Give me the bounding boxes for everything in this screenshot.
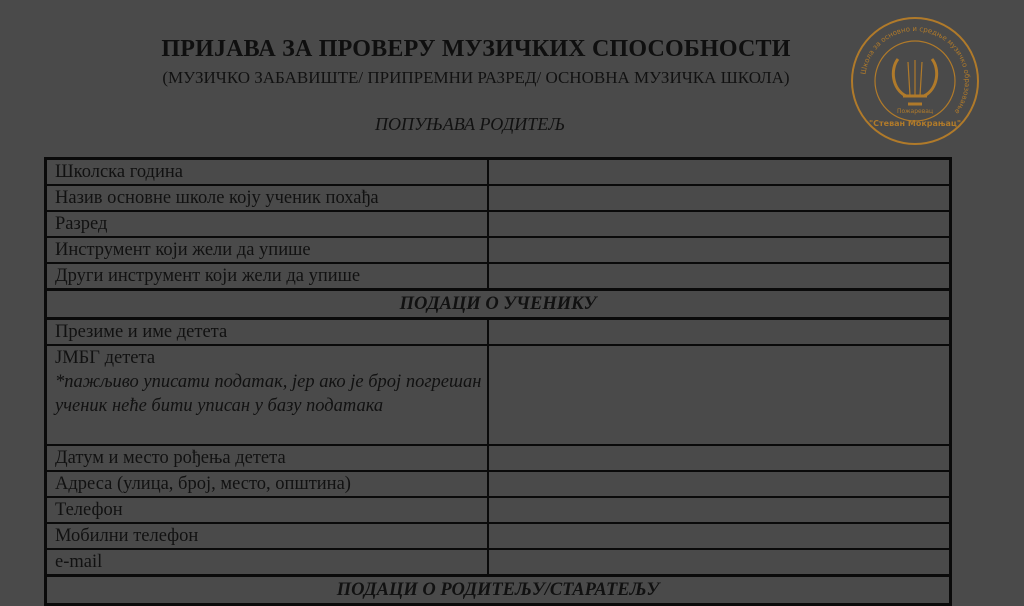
jmbg-label-cell bbox=[46, 345, 488, 445]
instrument-field[interactable] bbox=[488, 237, 951, 263]
row-label: ЈМБГ детета bbox=[55, 348, 156, 368]
table-row bbox=[46, 319, 951, 346]
row-label: e-mail bbox=[46, 549, 488, 576]
address-field[interactable] bbox=[488, 471, 951, 497]
row-label: Други инструмент који жели да упише bbox=[46, 263, 488, 290]
seal-city: Пожаревац bbox=[896, 108, 934, 115]
school-year-field[interactable] bbox=[488, 159, 951, 186]
page-title: ПРИЈАВА ЗА ПРОВЕРУ МУЗИЧКИХ СПОСОБНОСТИ bbox=[161, 36, 791, 62]
table-row bbox=[46, 445, 951, 471]
phone-field[interactable] bbox=[488, 497, 951, 523]
filled-by-label: ПОПУЊАВА РОДИТЕЉ bbox=[375, 114, 565, 134]
lyre-seal-icon bbox=[848, 14, 982, 148]
table-row bbox=[46, 263, 951, 290]
row-label: Датум и место рођења детета bbox=[46, 445, 488, 471]
row-label: Разред bbox=[46, 211, 488, 237]
row-label: Назив основне школе коју ученик похађа bbox=[46, 185, 488, 211]
birth-field[interactable] bbox=[488, 445, 951, 471]
seal-name: "Стеван Мокрањац" bbox=[868, 119, 962, 128]
section-heading-student: ПОДАЦИ О УЧЕНИКУ bbox=[46, 290, 951, 319]
jmbg-note: *пажљиво уписати податак, јер ако је број погрешан ученик неће бити уписан у базу података bbox=[55, 372, 482, 416]
email-field[interactable] bbox=[488, 549, 951, 576]
table-row bbox=[46, 159, 951, 186]
page-subtitle: (МУЗИЧКО ЗАБАВИШТЕ/ ПРИПРЕМНИ РАЗРЕД/ ОСНОВНА МУЗИЧКА ШКОЛА) bbox=[162, 68, 790, 87]
child-name-field[interactable] bbox=[488, 319, 951, 346]
table-row bbox=[46, 497, 951, 523]
row-label: Мобилни телефон bbox=[46, 523, 488, 549]
second-instrument-field[interactable] bbox=[488, 263, 951, 290]
mobile-field[interactable] bbox=[488, 523, 951, 549]
grade-field[interactable] bbox=[488, 211, 951, 237]
section-row-parent bbox=[46, 576, 951, 605]
row-label: Инструмент који жели да упише bbox=[46, 237, 488, 263]
table-row bbox=[46, 471, 951, 497]
school-seal bbox=[848, 14, 982, 148]
table-row bbox=[46, 211, 951, 237]
seal-ring-text: Школа за основно и средње музичко образовање bbox=[859, 24, 972, 116]
row-label: Презиме и име детета bbox=[46, 319, 488, 346]
table-row bbox=[46, 237, 951, 263]
row-label: Адреса (улица, број, место, општина) bbox=[46, 471, 488, 497]
school-name-field[interactable] bbox=[488, 185, 951, 211]
section-heading-parent: ПОДАЦИ О РОДИТЕЉУ/СТАРАТЕЉУ bbox=[46, 576, 951, 605]
row-label: Школска година bbox=[46, 159, 488, 186]
jmbg-field[interactable] bbox=[488, 345, 951, 445]
table-row bbox=[46, 185, 951, 211]
table-row bbox=[46, 523, 951, 549]
table-row bbox=[46, 345, 951, 445]
section-row-student bbox=[46, 290, 951, 319]
application-form-table bbox=[44, 157, 952, 606]
row-label: Телефон bbox=[46, 497, 488, 523]
table-row bbox=[46, 549, 951, 576]
